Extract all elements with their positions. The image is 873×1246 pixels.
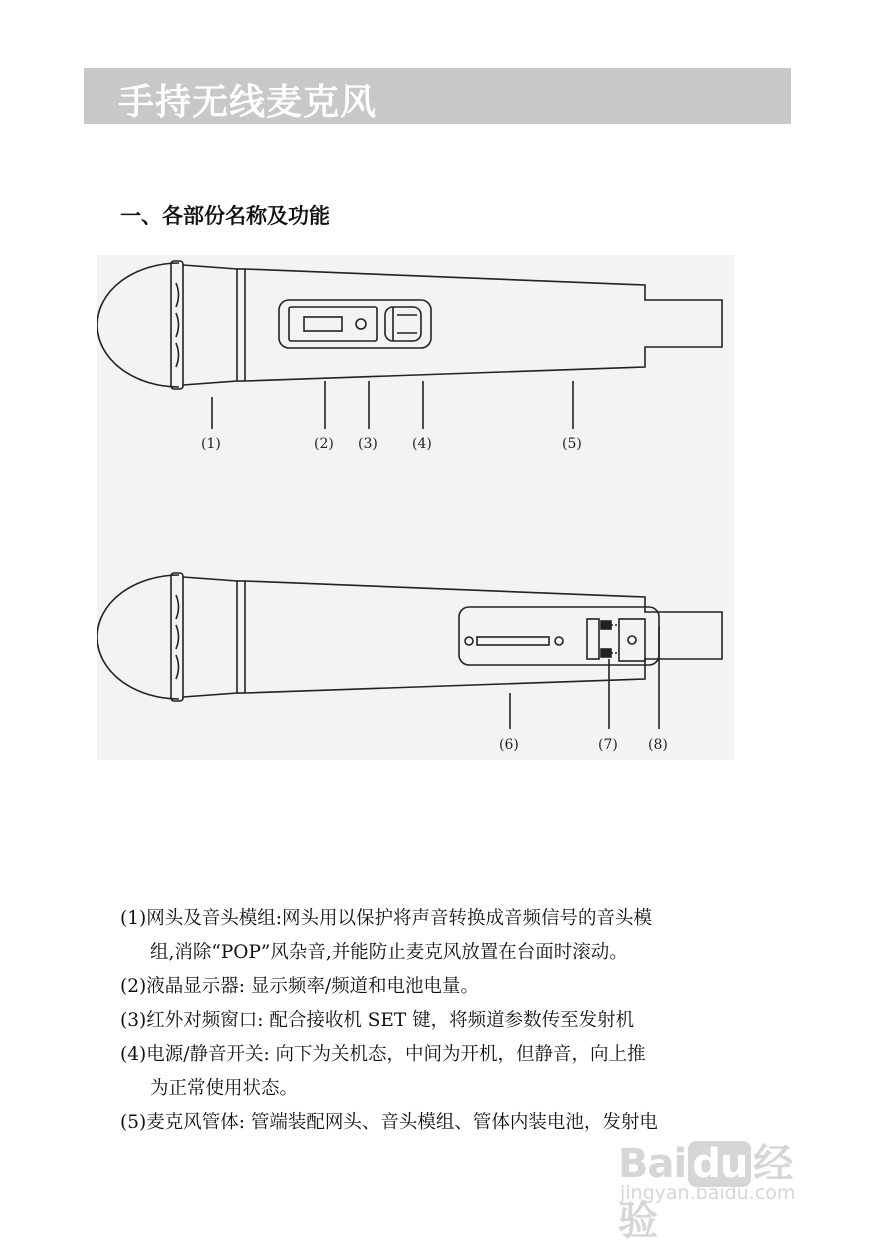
watermark-logo: Bai du 经验 — [618, 1141, 793, 1244]
desc-item-5: (5)麦克风管体: 管端装配网头、音头模组、管体内装电池，发射电 — [120, 1112, 658, 1133]
channel-selector — [587, 619, 599, 659]
antenna-cap — [619, 619, 645, 661]
desc-item-3: (3)红外对频窗口: 配合接收机 SET 键，将频道参数传至发射机 — [120, 1010, 635, 1031]
microphone-diagram — [97, 255, 734, 760]
desc-item-4-line1: (4)电源/静音开关: 向下为关机态，中间为开机，但静音，向上推 — [120, 1044, 646, 1065]
infrared-window — [356, 319, 366, 329]
lcd-display — [304, 317, 342, 331]
label-1: (1) — [201, 436, 221, 452]
mic-ring-bottom — [171, 573, 183, 701]
label-6: (6) — [499, 737, 519, 753]
desc-item-2: (2)液晶显示器: 显示频率/频道和电池电量。 — [120, 976, 480, 997]
mic-grille-bottom — [97, 575, 179, 699]
desc-item-1-line2: 组,消除“POP”风杂音,并能防止麦克风放置在台面时滚动。 — [150, 942, 628, 963]
microphone-front-view — [97, 261, 722, 429]
label-2: (2) — [314, 436, 334, 452]
parts-description-list — [120, 902, 780, 1140]
section-heading: 一、各部份名称及功能 — [120, 204, 330, 228]
microphone-back-view — [97, 573, 722, 729]
mic-ring-top — [171, 261, 183, 389]
mic-body-top — [245, 269, 722, 381]
mic-grille-top — [97, 263, 179, 387]
label-3: (3) — [358, 436, 378, 452]
label-4: (4) — [412, 436, 432, 452]
baidu-jingyan-watermark — [618, 1132, 828, 1244]
label-8: (8) — [648, 737, 668, 753]
watermark-url: jingyan.baidu.com — [620, 1182, 796, 1204]
power-mute-switch — [385, 307, 421, 341]
page-title: 手持无线麦克风 — [118, 82, 378, 123]
battery-compartment — [459, 607, 659, 665]
label-7: (7) — [598, 737, 618, 753]
label-5: (5) — [562, 436, 582, 452]
desc-item-1-line1: (1)网头及音头模组:网头用以保护将声音转换成音频信号的音头模 — [120, 908, 652, 929]
desc-item-4-line2: 为正常使用状态。 — [150, 1078, 299, 1099]
